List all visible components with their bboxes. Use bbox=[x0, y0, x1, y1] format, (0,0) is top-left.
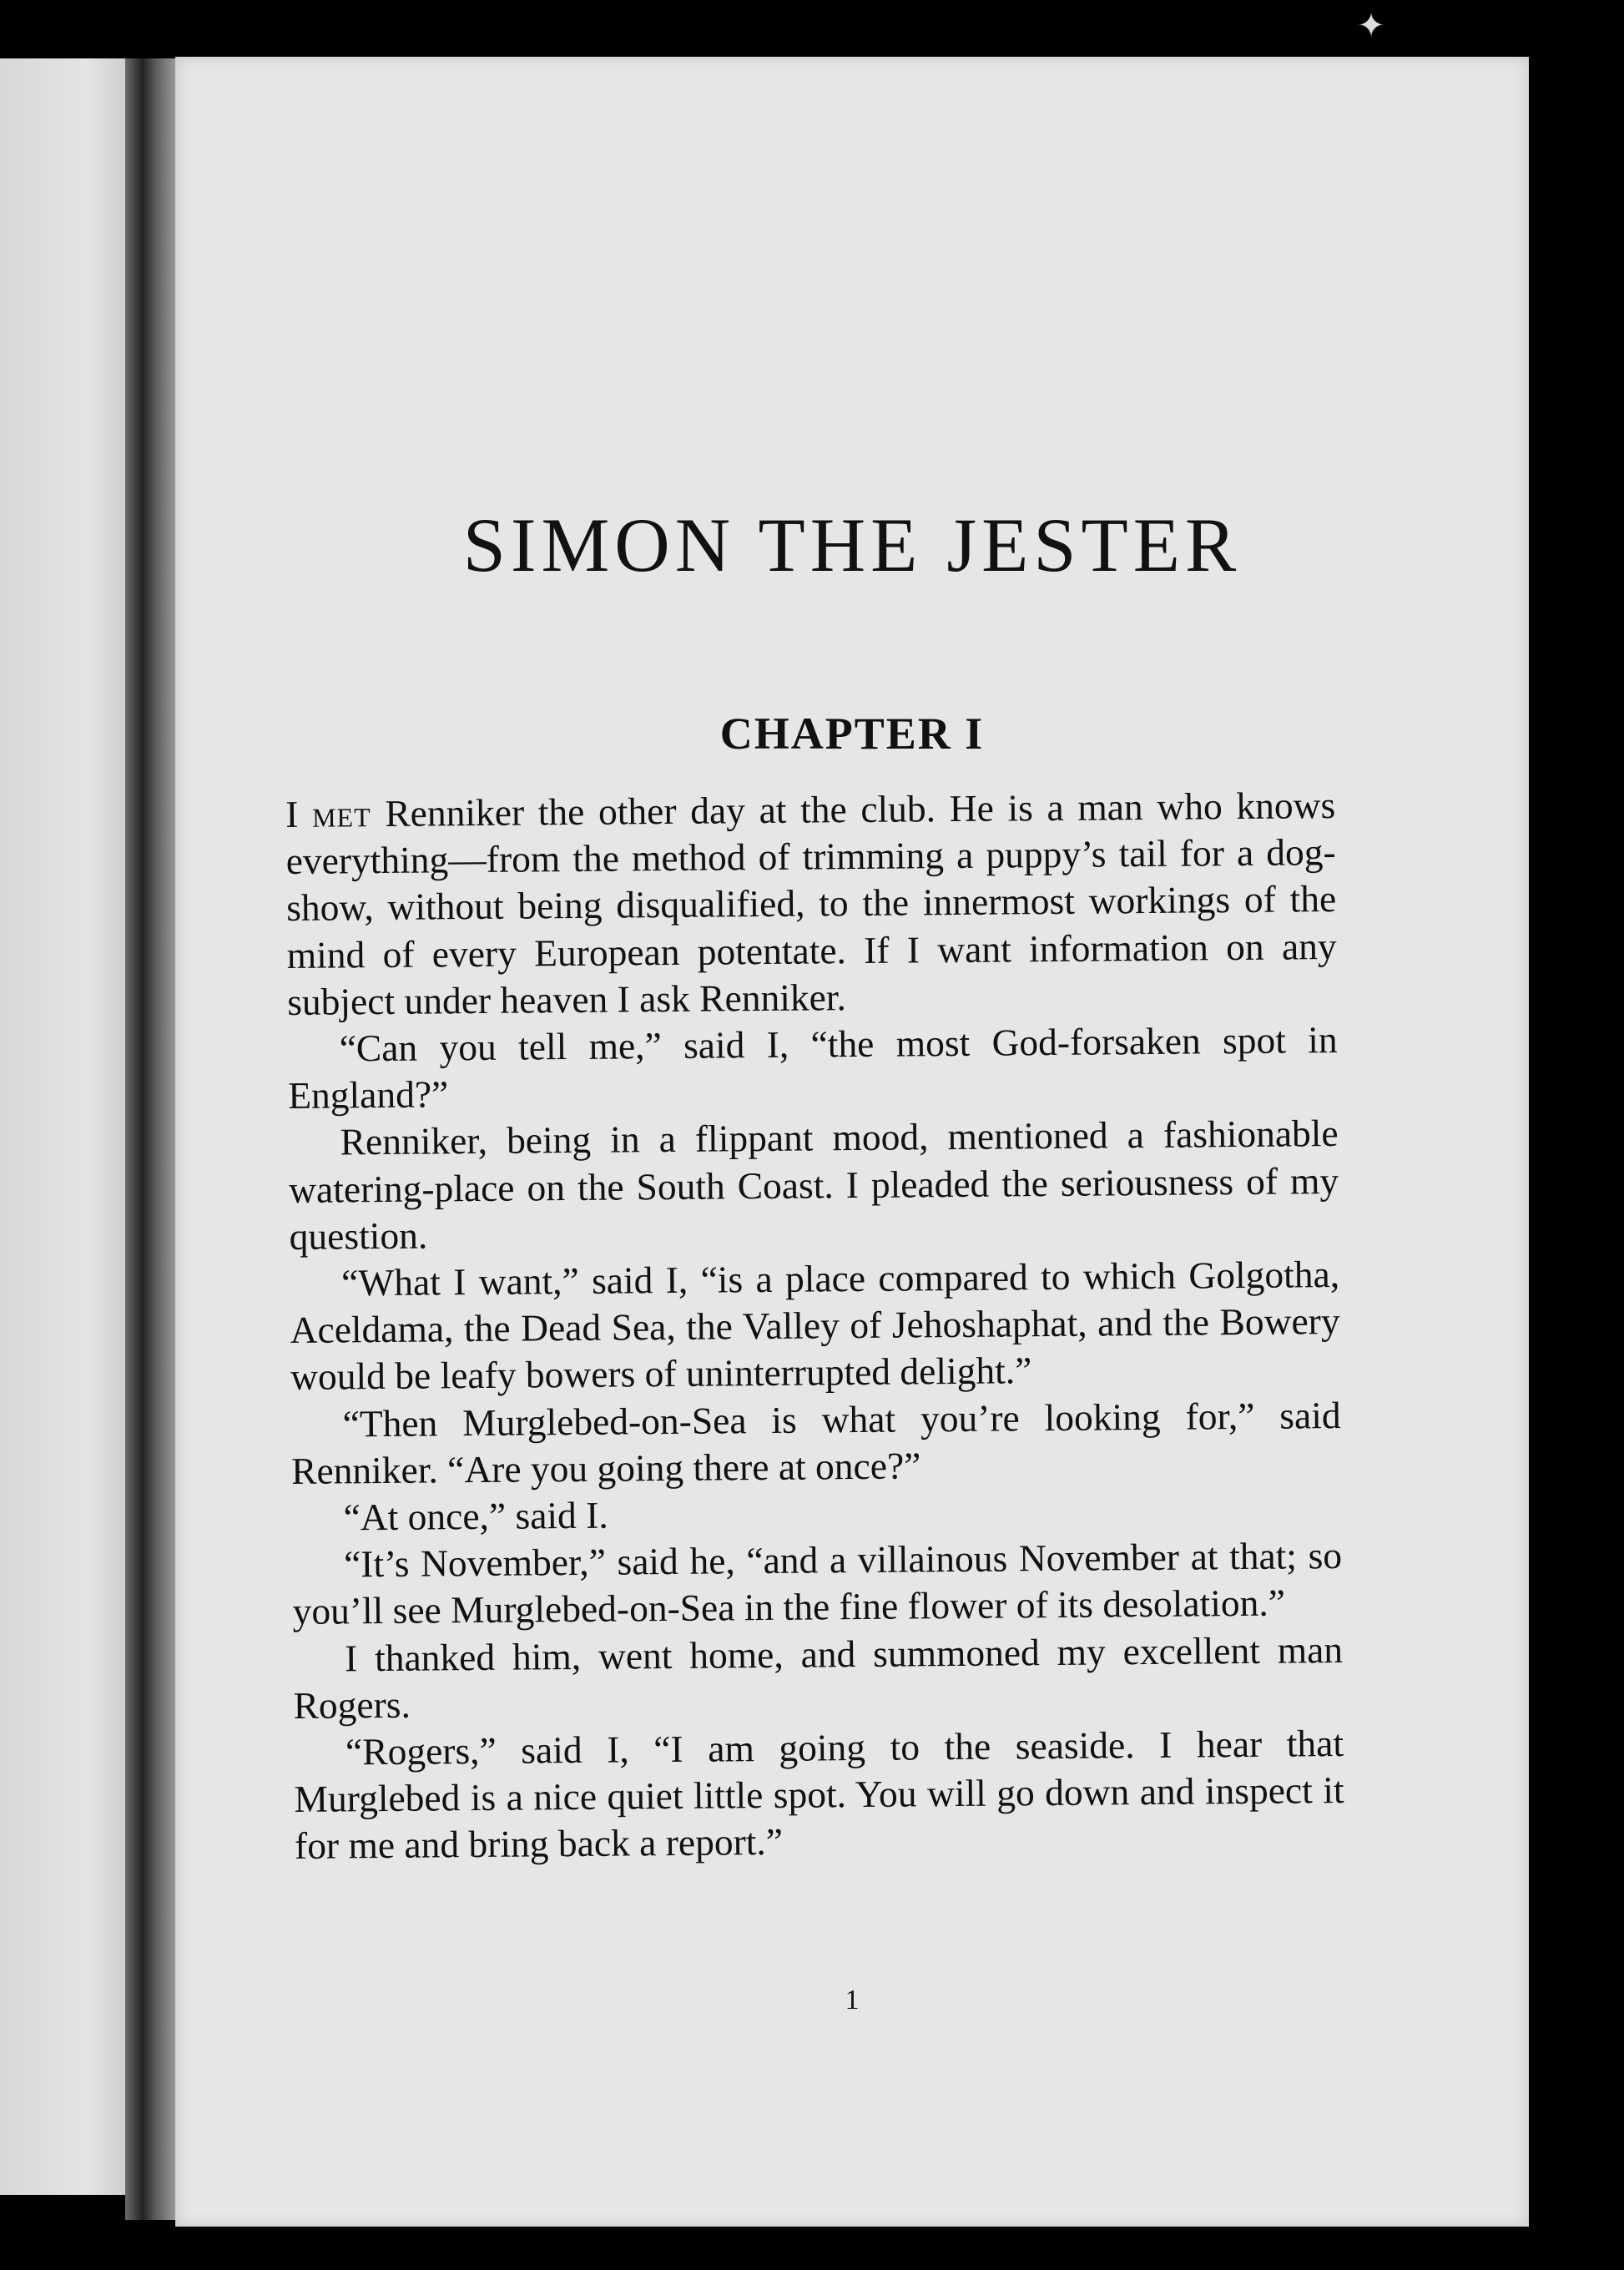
body-text bbox=[285, 782, 1344, 1870]
opening-text: Renniker the other day at the club. He is a man who knows everything—from the method of trimming a puppy’s tail for a dog-show, without being disqualified, to the innermost workings of the mind of every European potentate. If I want information on any subject under heaven I ask Renniker. bbox=[285, 784, 1337, 1023]
paragraph: I thanked him, went home, and summoned my excellent man Rogers. bbox=[293, 1627, 1344, 1727]
lead-word: I bbox=[285, 792, 299, 835]
book-page bbox=[175, 57, 1529, 2227]
opening-paragraph bbox=[285, 782, 1337, 1026]
book-gutter bbox=[125, 58, 175, 2220]
paragraph: “Can you tell me,” said I, “the most God-forsaken spot in England?” bbox=[287, 1018, 1338, 1117]
scan-corner-mark: ✦ bbox=[1357, 7, 1385, 45]
book-title: SIMON THE JESTER bbox=[462, 502, 1242, 588]
paragraph: Renniker, being in a flippant mood, mentioned a fashionable watering-place on the South Coast. I pleaded the seriousness of my question. bbox=[288, 1112, 1339, 1258]
paragraph: “What I want,” said I, “is a place compared to which Golgotha, Aceldama, the Dead Sea, the Valley of Jehoshaphat, and the Bowery would be leafy bowers of uninterrupted delight.” bbox=[290, 1253, 1340, 1399]
small-caps-word: met bbox=[311, 792, 371, 835]
paragraph: “It’s November,” said he, “and a villainous November at that; so you’ll see Murglebed-on-Sea in the fine flower of its desolation.” bbox=[292, 1534, 1343, 1633]
paragraph: “Then Murglebed-on-Sea is what you’re looking for,” said Renniker. “Are you going there at once?” bbox=[290, 1393, 1341, 1492]
paragraph: “At once,” said I. bbox=[343, 1493, 608, 1539]
paragraph: “Rogers,” said I, “I am going to the seaside. I hear that Murglebed is a nice quiet little spot. You will go down and inspect it for me and bring back a report.” bbox=[294, 1722, 1344, 1868]
page-number: 1 bbox=[845, 1985, 860, 2015]
facing-page-edge bbox=[0, 58, 125, 2195]
chapter-heading: CHAPTER I bbox=[719, 709, 985, 759]
